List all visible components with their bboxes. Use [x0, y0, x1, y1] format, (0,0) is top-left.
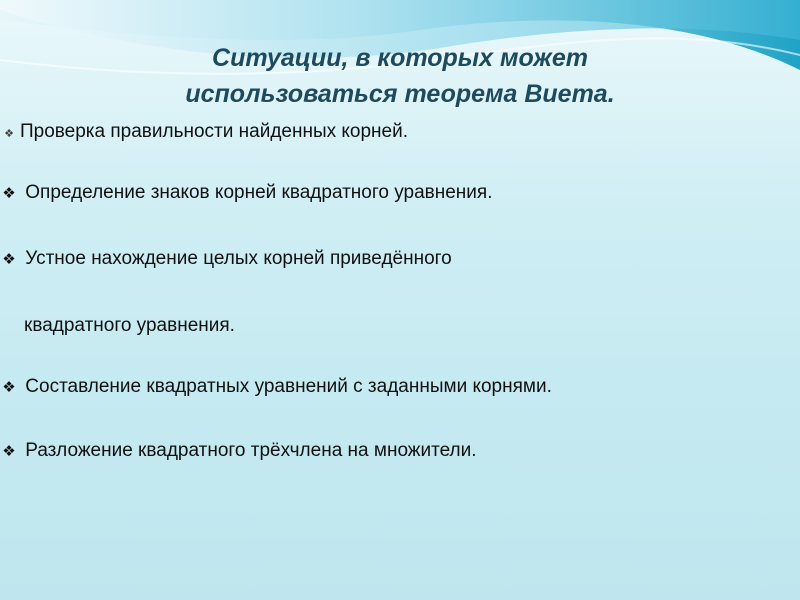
diamond-bullet-icon: ❖: [4, 128, 14, 140]
list-item: [0, 181, 492, 206]
list-item-text: Разложение квадратного трёхчлена на множители.: [25, 440, 477, 461]
list-item-text: Составление квадратных уравнений с заданными корнями.: [25, 376, 552, 397]
diamond-bullet-icon: ❖: [2, 443, 16, 460]
list-item: [0, 247, 452, 272]
list-item-continuation: квадратного уравнения.: [24, 315, 235, 336]
diamond-bullet-icon: ❖: [2, 379, 16, 396]
diamond-bullet-icon: ❖: [2, 185, 16, 202]
list-item: [0, 375, 552, 400]
title-line-2: использоваться теорема Виета.: [185, 80, 615, 108]
list-item-text: Определение знаков корней квадратного уравнения.: [25, 182, 493, 203]
list-item-text: Устное нахождение целых корней приведённого: [25, 248, 452, 269]
list-item: [0, 120, 408, 146]
title-line-1: Ситуации, в которых может: [212, 44, 588, 72]
list-item: [0, 439, 477, 464]
diamond-bullet-icon: ❖: [2, 251, 16, 268]
list-item-text: Проверка правильности найденных корней.: [20, 121, 409, 142]
slide-title: [100, 40, 700, 112]
